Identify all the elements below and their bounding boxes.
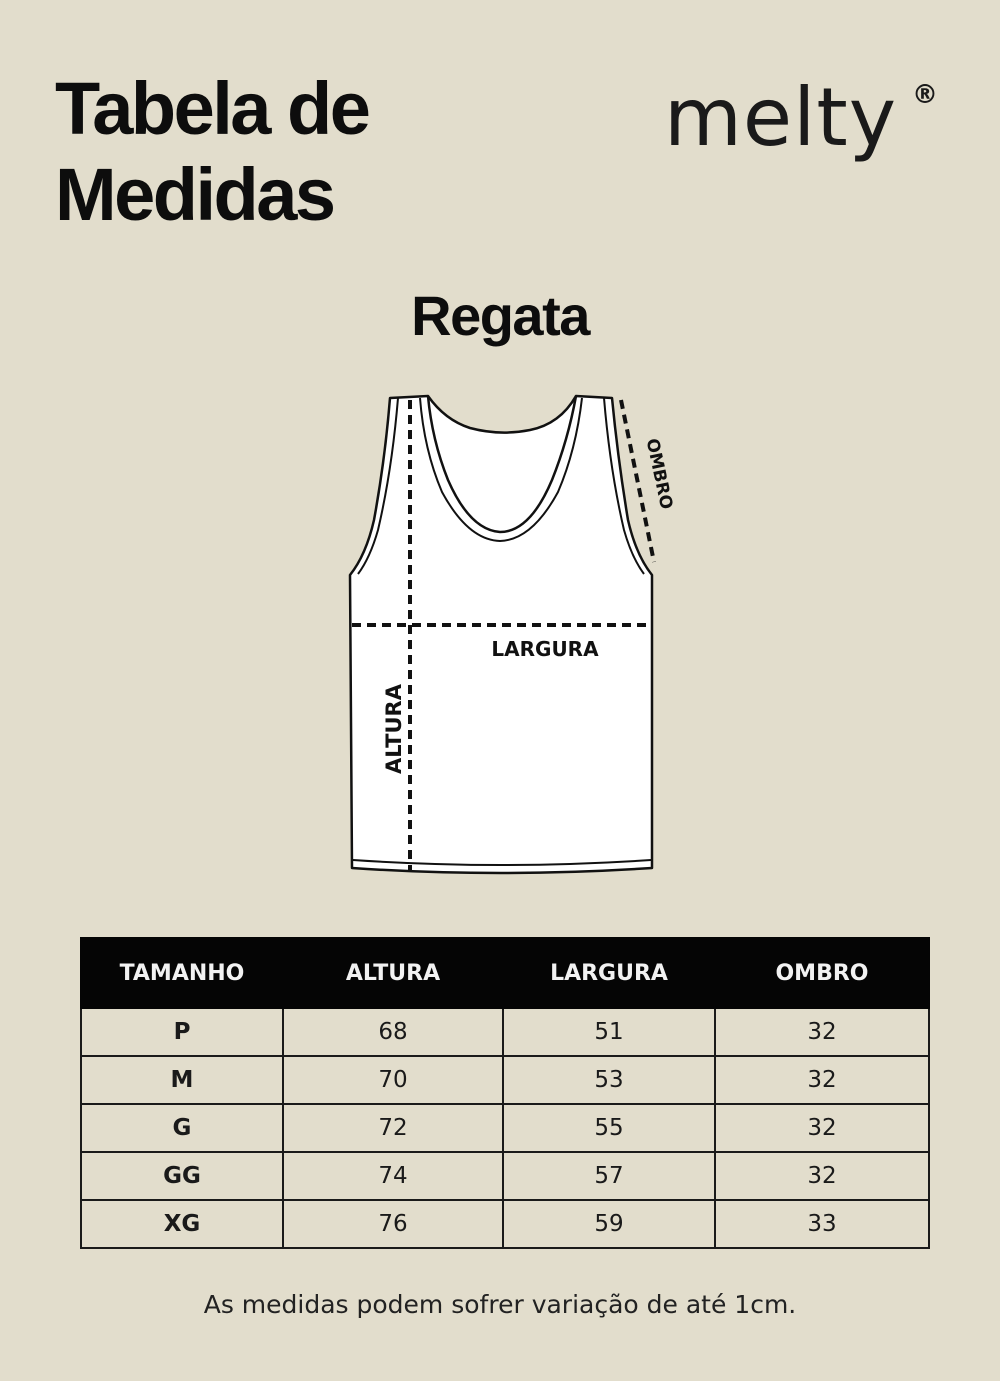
width-cell: 57 bbox=[503, 1152, 715, 1200]
tank-top-outline bbox=[350, 396, 652, 873]
table-row bbox=[81, 1152, 929, 1200]
shoulder-cell: 33 bbox=[715, 1200, 929, 1248]
col-header-width: LARGURA bbox=[503, 938, 715, 1008]
title-line-1: Tabela de bbox=[55, 67, 369, 150]
shoulder-cell: 32 bbox=[715, 1056, 929, 1104]
measurement-disclaimer: As medidas podem sofrer variação de até 1cm. bbox=[203, 1290, 797, 1319]
shoulder-label: OMBRO bbox=[641, 436, 677, 512]
size-table bbox=[80, 937, 930, 1249]
height-cell: 76 bbox=[283, 1200, 503, 1248]
registered-mark-icon: ® bbox=[912, 80, 939, 110]
table-header-row bbox=[81, 938, 929, 1008]
col-header-height: ALTURA bbox=[283, 938, 503, 1008]
table-row bbox=[81, 1200, 929, 1248]
size-cell: M bbox=[81, 1056, 283, 1104]
width-label: LARGURA bbox=[491, 637, 599, 661]
height-cell: 74 bbox=[283, 1152, 503, 1200]
height-cell: 72 bbox=[283, 1104, 503, 1152]
logo-wordmark: melty bbox=[664, 71, 898, 164]
height-label: ALTURA bbox=[382, 684, 406, 774]
size-cell: GG bbox=[81, 1152, 283, 1200]
title-line-2: Medidas bbox=[55, 153, 334, 236]
shoulder-cell: 32 bbox=[715, 1152, 929, 1200]
width-cell: 53 bbox=[503, 1056, 715, 1104]
height-cell: 68 bbox=[283, 1008, 503, 1056]
width-cell: 51 bbox=[503, 1008, 715, 1056]
size-cell: G bbox=[81, 1104, 283, 1152]
shoulder-cell: 32 bbox=[715, 1008, 929, 1056]
col-header-size: TAMANHO bbox=[81, 938, 283, 1008]
product-title: Regata bbox=[411, 284, 589, 347]
size-cell: XG bbox=[81, 1200, 283, 1248]
table-row bbox=[81, 1056, 929, 1104]
table-row bbox=[81, 1008, 929, 1056]
width-cell: 55 bbox=[503, 1104, 715, 1152]
shoulder-cell: 32 bbox=[715, 1104, 929, 1152]
width-cell: 59 bbox=[503, 1200, 715, 1248]
col-header-shoulder: OMBRO bbox=[715, 938, 929, 1008]
size-cell: P bbox=[81, 1008, 283, 1056]
height-cell: 70 bbox=[283, 1056, 503, 1104]
table-row bbox=[81, 1104, 929, 1152]
